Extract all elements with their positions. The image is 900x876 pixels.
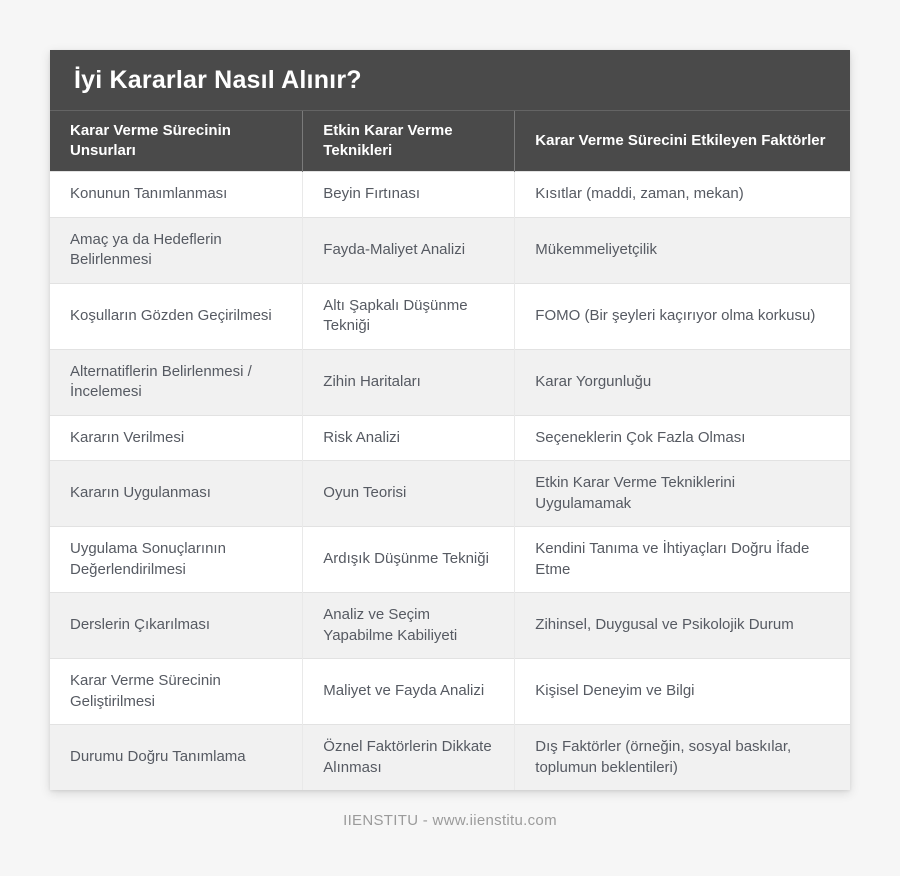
table-cell: Altı Şapkalı Düşünme Tekniği	[303, 283, 515, 349]
table-row	[50, 349, 850, 415]
table-row	[50, 527, 850, 593]
table-cell: Beyin Fırtınası	[303, 172, 515, 218]
column-header-techniques: Etkin Karar Verme Teknikleri	[303, 111, 515, 172]
table-row	[50, 217, 850, 283]
table-row	[50, 461, 850, 527]
table-cell: Koşulların Gözden Geçirilmesi	[50, 283, 303, 349]
table-cell: Kendini Tanıma ve İhtiyaçları Doğru İfade Etme	[515, 527, 850, 593]
table-cell: Kişisel Deneyim ve Bilgi	[515, 659, 850, 725]
footer-credit: IIENSTITU - www.iienstitu.com	[343, 812, 557, 829]
table-cell: Durumu Doğru Tanımlama	[50, 725, 303, 791]
table-cell: Karar Yorgunluğu	[515, 349, 850, 415]
column-header-factors: Karar Verme Sürecini Etkileyen Faktörler	[515, 111, 850, 172]
column-header-process-elements: Karar Verme Sürecinin Unsurları	[50, 111, 303, 172]
table-cell: Mükemmeliyetçilik	[515, 217, 850, 283]
table-cell: Uygulama Sonuçlarının Değerlendirilmesi	[50, 527, 303, 593]
table-cell: Amaç ya da Hedeflerin Belirlenmesi	[50, 217, 303, 283]
table-cell: Kararın Uygulanması	[50, 461, 303, 527]
table-cell: Dış Faktörler (örneğin, sosyal baskılar, toplumun beklentileri)	[515, 725, 850, 791]
table-cell: Etkin Karar Verme Tekniklerini Uygulamamak	[515, 461, 850, 527]
table-cell: Kararın Verilmesi	[50, 415, 303, 461]
table-row	[50, 725, 850, 791]
table-cell: Konunun Tanımlanması	[50, 172, 303, 218]
table-cell: Zihin Haritaları	[303, 349, 515, 415]
table-row	[50, 283, 850, 349]
table-cell: Zihinsel, Duygusal ve Psikolojik Durum	[515, 593, 850, 659]
table-cell: Fayda-Maliyet Analizi	[303, 217, 515, 283]
table-row	[50, 593, 850, 659]
decision-table	[50, 111, 850, 790]
table-cell: Kısıtlar (maddi, zaman, mekan)	[515, 172, 850, 218]
table-cell: Ardışık Düşünme Tekniği	[303, 527, 515, 593]
table-row	[50, 415, 850, 461]
page-title: İyi Kararlar Nasıl Alınır?	[50, 50, 850, 111]
table-cell: Oyun Teorisi	[303, 461, 515, 527]
header-row	[50, 111, 850, 172]
table-cell: FOMO (Bir şeyleri kaçırıyor olma korkusu)	[515, 283, 850, 349]
table-row	[50, 659, 850, 725]
decision-table-card	[50, 50, 850, 790]
table-cell: Karar Verme Sürecinin Geliştirilmesi	[50, 659, 303, 725]
table-cell: Alternatiflerin Belirlenmesi / İncelemesi	[50, 349, 303, 415]
table-cell: Öznel Faktörlerin Dikkate Alınması	[303, 725, 515, 791]
table-cell: Analiz ve Seçim Yapabilme Kabiliyeti	[303, 593, 515, 659]
table-cell: Seçeneklerin Çok Fazla Olması	[515, 415, 850, 461]
table-cell: Derslerin Çıkarılması	[50, 593, 303, 659]
table-row	[50, 172, 850, 218]
table-cell: Maliyet ve Fayda Analizi	[303, 659, 515, 725]
table-cell: Risk Analizi	[303, 415, 515, 461]
